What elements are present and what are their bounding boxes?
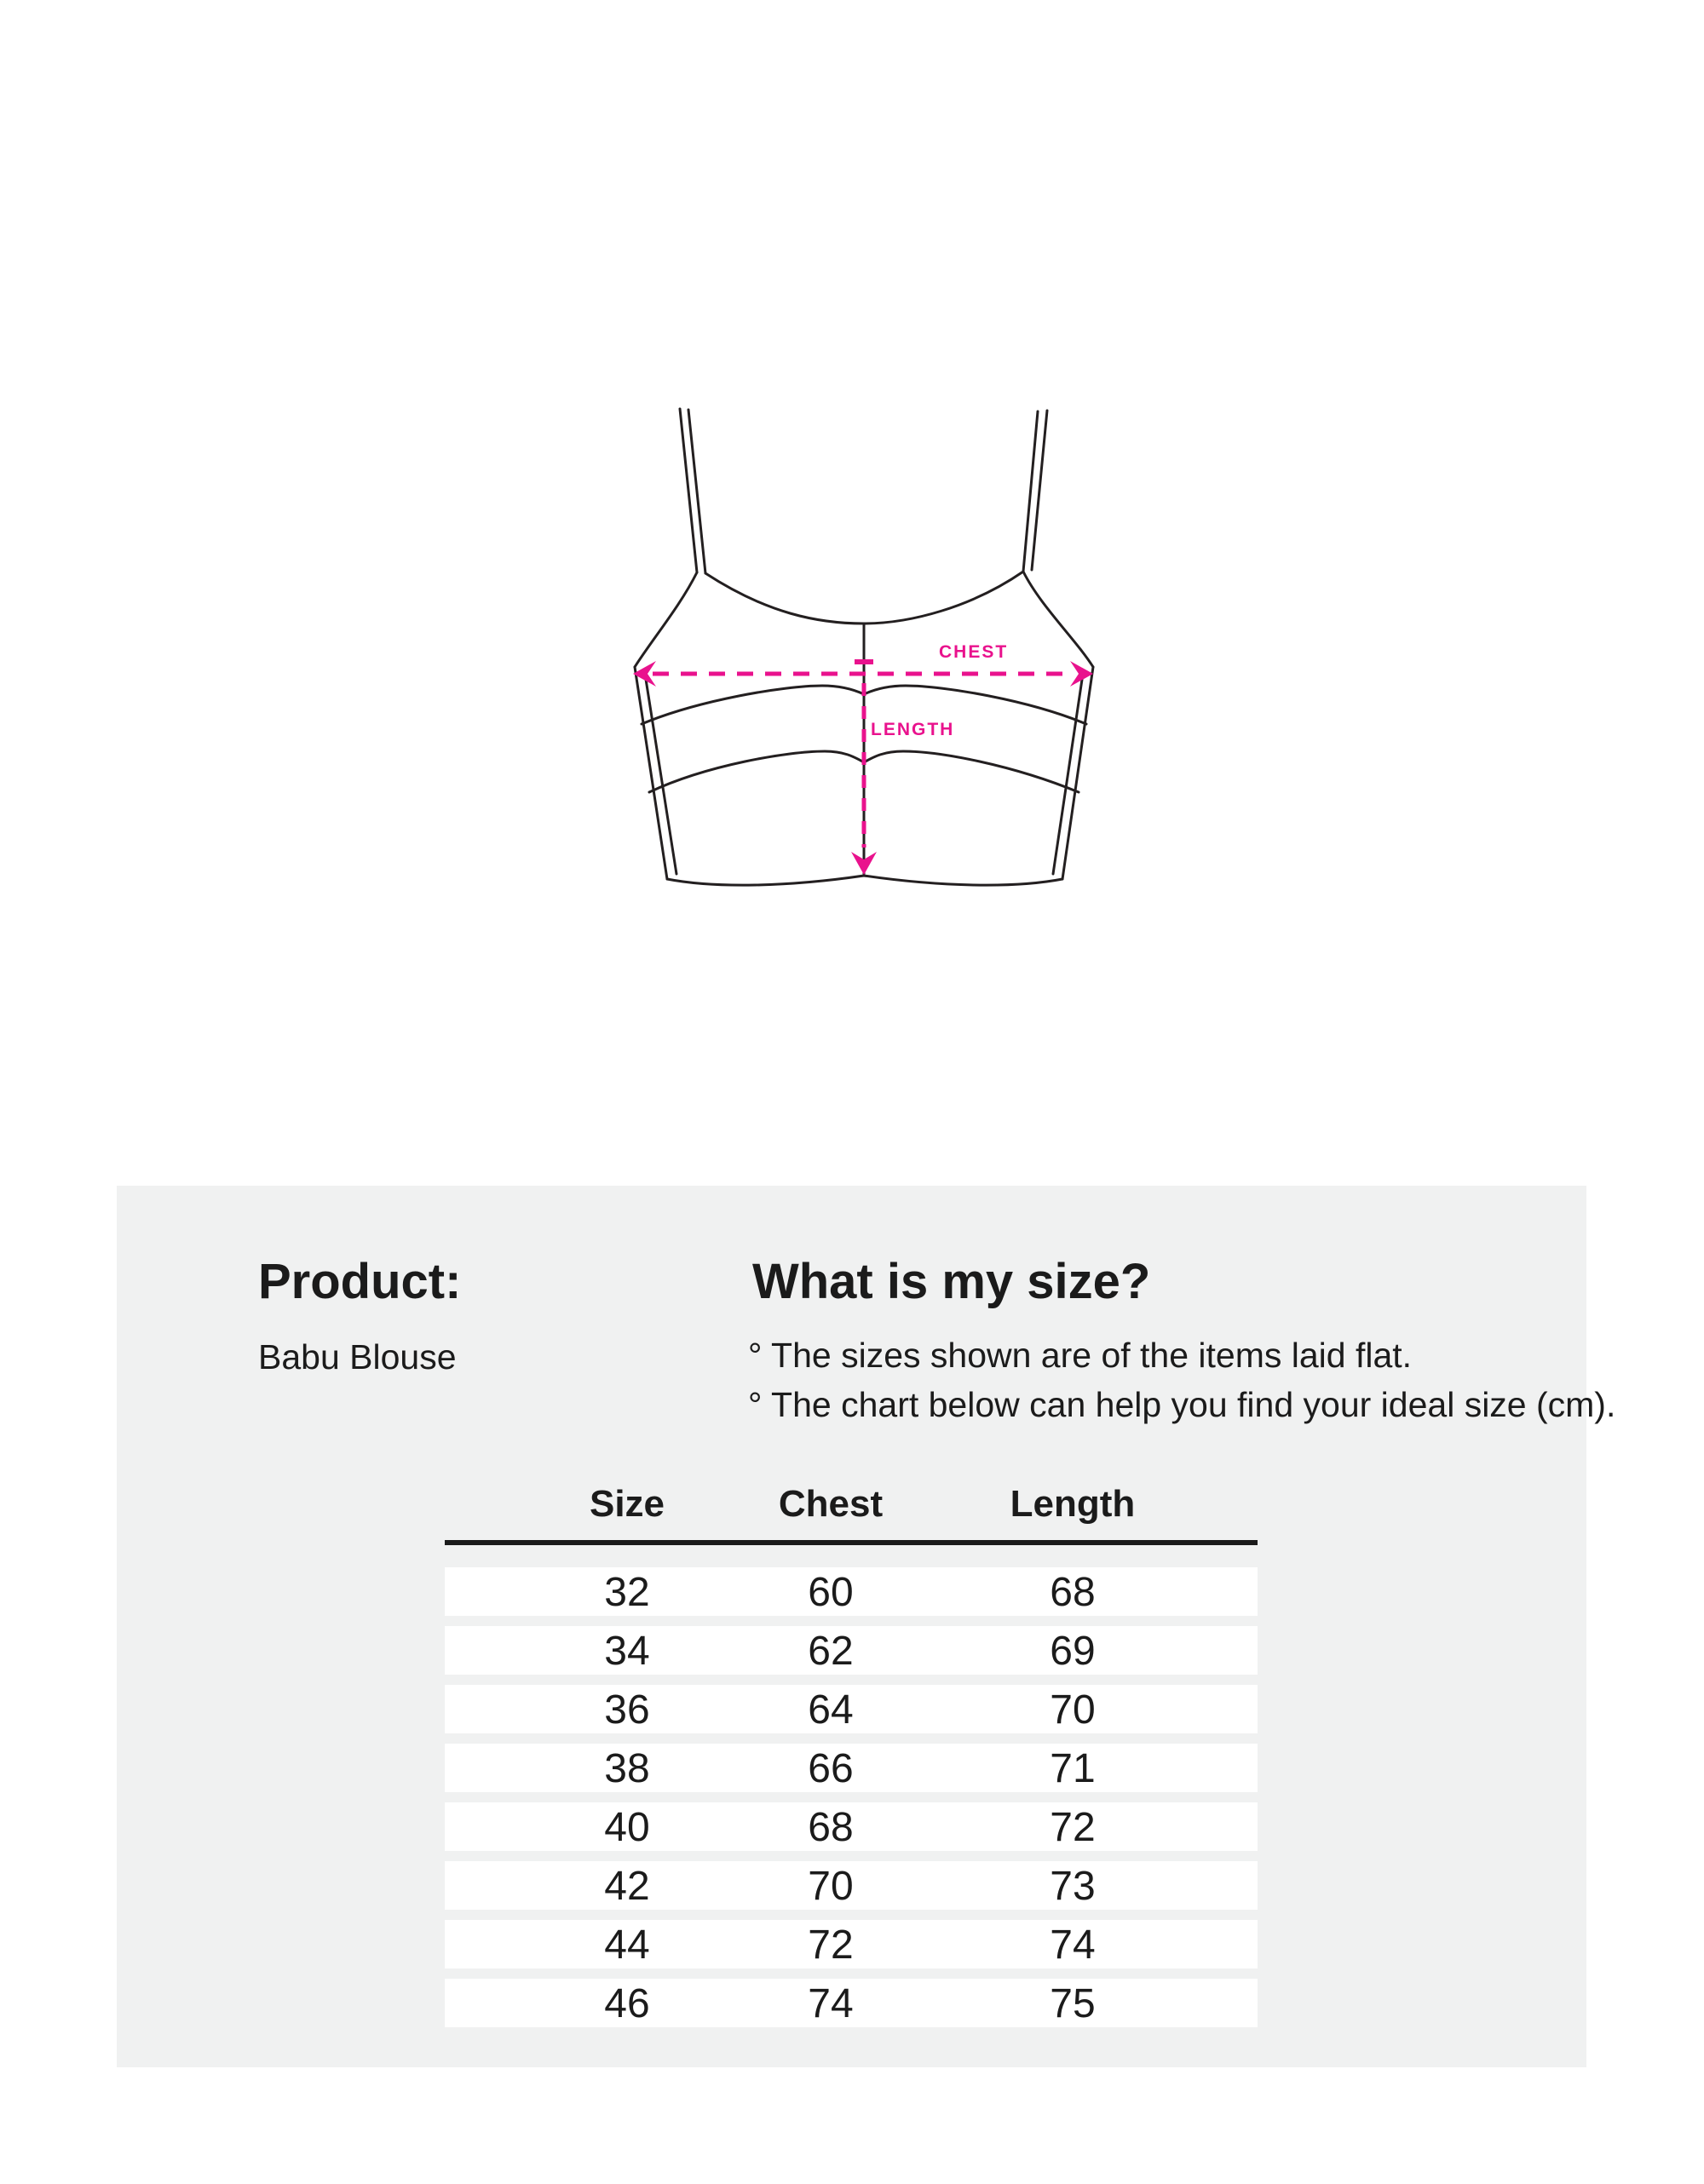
left-side-seam xyxy=(635,667,676,879)
table-row xyxy=(445,1744,1258,1792)
cell-size: 40 xyxy=(604,1805,650,1850)
cell-size: 46 xyxy=(604,1981,650,2026)
right-strap xyxy=(1023,411,1047,572)
cell-chest: 64 xyxy=(808,1687,854,1733)
column-header-length: Length xyxy=(1010,1483,1136,1525)
size-question-heading: What is my size? xyxy=(752,1254,1151,1309)
cell-length: 72 xyxy=(1050,1805,1096,1850)
size-note-line: ° The chart below can help you find your ideal size (cm). xyxy=(748,1385,1616,1424)
cell-size: 32 xyxy=(604,1570,650,1615)
cell-length: 74 xyxy=(1050,1922,1096,1968)
cell-length: 75 xyxy=(1050,1981,1096,2026)
table-row xyxy=(445,1626,1258,1675)
cell-length: 68 xyxy=(1050,1570,1096,1615)
size-notes xyxy=(748,1331,1615,1429)
right-side-seam xyxy=(1053,667,1093,879)
hem-line xyxy=(667,876,1062,885)
blouse-sketch xyxy=(596,383,1125,937)
length-measure-line xyxy=(851,683,877,875)
size-note-line: ° The sizes shown are of the items laid flat. xyxy=(748,1336,1413,1375)
size-chart-panel xyxy=(117,1186,1616,2067)
column-header-chest: Chest xyxy=(778,1483,884,1525)
table-row xyxy=(445,1802,1258,1851)
cell-size: 44 xyxy=(604,1922,650,1968)
right-armhole xyxy=(1023,572,1093,667)
table-row xyxy=(445,1920,1258,1968)
cell-length: 69 xyxy=(1050,1629,1096,1674)
size-table-rows xyxy=(445,1567,1258,2037)
table-header-rule xyxy=(445,1540,1258,1545)
cell-size: 42 xyxy=(604,1864,650,1909)
product-name: Babu Blouse xyxy=(258,1337,457,1376)
left-armhole xyxy=(635,572,697,667)
table-row xyxy=(445,1861,1258,1910)
cell-chest: 70 xyxy=(808,1864,854,1909)
cell-chest: 72 xyxy=(808,1922,854,1968)
cell-chest: 68 xyxy=(808,1805,854,1850)
neckline xyxy=(705,572,1023,624)
cell-chest: 66 xyxy=(808,1746,854,1791)
cell-chest: 74 xyxy=(808,1981,854,2026)
cell-size: 36 xyxy=(604,1687,650,1733)
cell-size: 34 xyxy=(604,1629,650,1674)
product-heading: Product: xyxy=(258,1254,462,1309)
cell-length: 73 xyxy=(1050,1864,1096,1909)
cell-chest: 60 xyxy=(808,1570,854,1615)
cell-length: 71 xyxy=(1050,1746,1096,1791)
cell-size: 38 xyxy=(604,1746,650,1791)
table-row xyxy=(445,1567,1258,1616)
left-strap xyxy=(680,409,705,573)
table-row xyxy=(445,1685,1258,1733)
chest-label: CHEST xyxy=(939,642,1009,662)
length-label: LENGTH xyxy=(871,720,955,739)
cell-chest: 62 xyxy=(808,1629,854,1674)
garment-measurement-diagram xyxy=(596,383,1125,937)
cell-length: 70 xyxy=(1050,1687,1096,1733)
table-row xyxy=(445,1979,1258,2027)
column-header-size: Size xyxy=(589,1483,665,1525)
